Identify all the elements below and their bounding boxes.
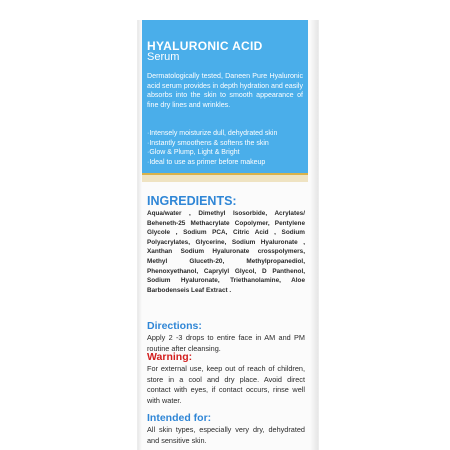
benefit-list [147, 129, 307, 167]
ingredients-text: Aqua/water , Dimethyl Isosorbide, Acrylates/ Beheneth-25 Methacrylate Copolymer, Pentylene Glycole , Sodium PCA, Citric Acid , Sodium Polyacrylates, Glycerine, Sodium Hyaluronate , Xanthan Sodium Hyaluronate crosspolymers, Methyl Gluceth-20, Methylpropanediol, Phenoxyethanol, Caprylyl Glycol, D Panthenol, Sodium Hyaluronate, Triethanolamine, Aloe Barbodenseis Leaf Extract . [147, 210, 305, 294]
directions-heading: Directions: [147, 320, 202, 332]
intended-heading: Intended for: [147, 412, 212, 424]
benefit-item: ·Ideal to use as primer before makeup [147, 158, 266, 166]
benefit-item: ·Instantly smoothens & softens the skin [147, 139, 269, 147]
benefit-item: ·Intensely moisturize dull, dehydrated skin [147, 130, 278, 137]
benefit-item: ·Glow & Plump, Light & Bright [147, 149, 240, 156]
product-title: HYALURONIC ACID [147, 39, 263, 53]
box-right-edge [310, 20, 318, 450]
cream-band [142, 175, 308, 182]
product-subtitle: Serum [147, 51, 180, 63]
warning-text: For external use, keep out of reach of children, store in a cool and dry place. Avoid direct contact with eyes, if contact occurs, rinse well with water. [147, 364, 305, 405]
directions-text: Apply 2 -3 drops to entire face in AM and PM routine after cleansing. [147, 333, 305, 353]
intended-text: All skin types, especially very dry, dehydrated and sensitive skin. [147, 425, 305, 445]
product-description: Dermatologically tested, Daneen Pure Hyaluronic acid serum provides in depth hydration and easily absorbs into the skin to smooth appearance of fine dry lines and wrinkles. [147, 72, 303, 109]
warning-heading: Warning: [147, 351, 193, 363]
ingredients-heading: INGREDIENTS: [147, 194, 237, 208]
